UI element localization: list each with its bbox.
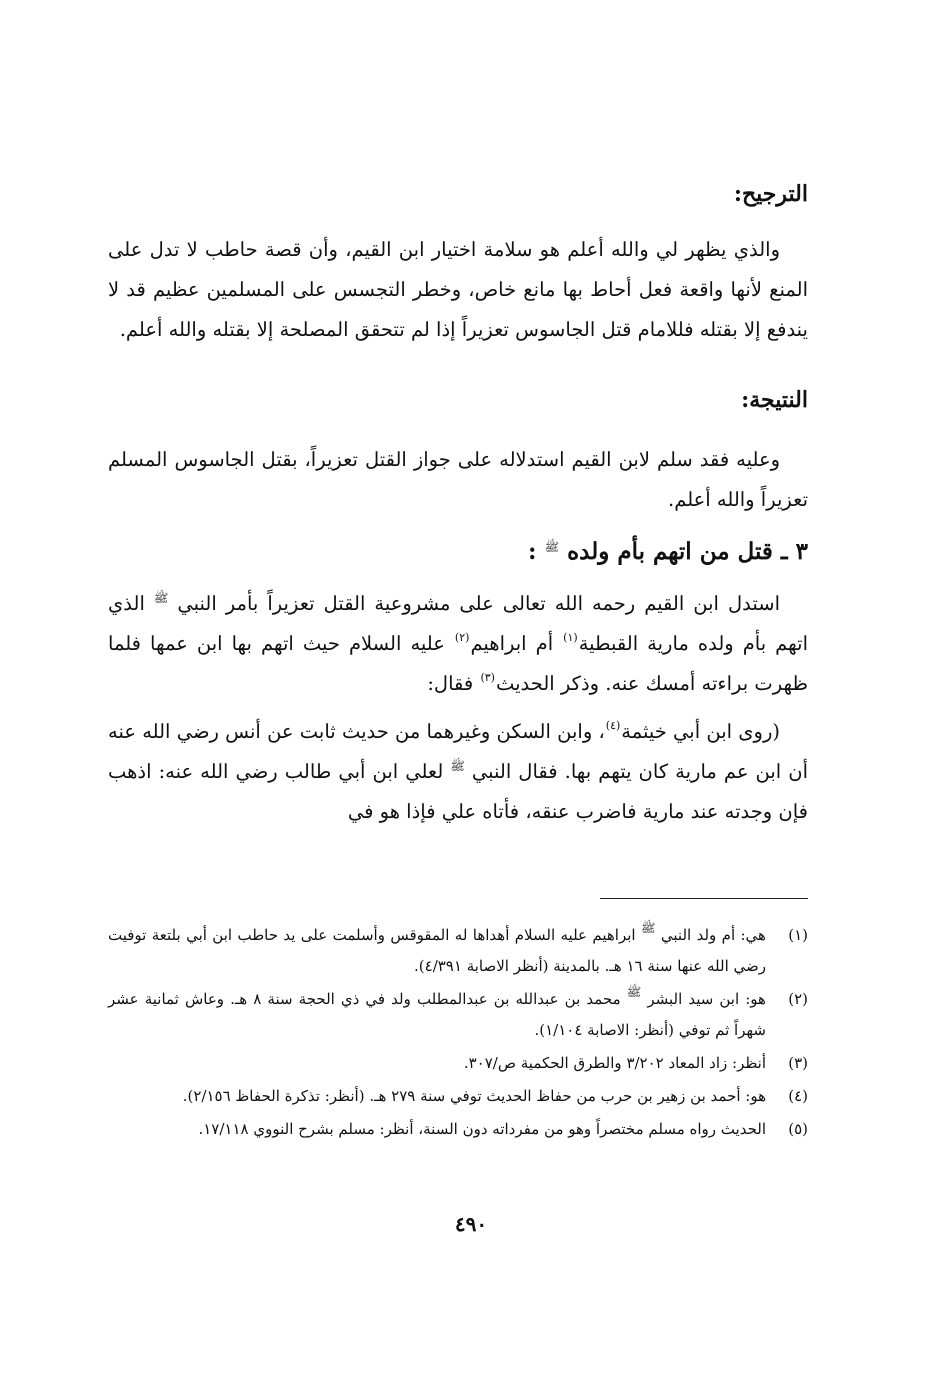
heading-tarjih: الترجيح:	[733, 181, 808, 207]
footnote-ref-4[interactable]: (٤)	[605, 719, 621, 732]
text-run: استدل ابن القيم رحمه الله تعالى على مشروعية القتل تعزيراً بأمر النبي	[177, 592, 781, 615]
footnote-text: هو: أحمد بن زهير بن حرب من حفاظ الحديث توفي سنة ٢٧٩ هـ. (أنظر: تذكرة الحفاظ ٢/١٥٦).	[182, 1087, 766, 1105]
footnote-number: (٢)	[788, 990, 808, 1008]
page-number: ٤٩٠	[454, 1212, 488, 1236]
text-run: فقال:	[427, 672, 474, 695]
text-run: الذي اتهم بأم ولده مارية القبطية	[108, 592, 808, 655]
heading-natija: النتيجة:	[741, 387, 808, 413]
paragraph-natija: وعليه فقد سلم لابن القيم استدلاله على جواز القتل تعزيراً، بقتل الجاسوس المسلم تعزيراً والله أعلم.	[108, 448, 808, 511]
honorific-glyph: ﷺ	[641, 921, 656, 935]
footnote-3	[108, 1048, 808, 1079]
honorific-glyph: ﷺ	[450, 759, 465, 773]
footnote-5	[108, 1114, 808, 1145]
heading-section-3	[108, 534, 808, 570]
honorific-glyph: ﷺ	[153, 591, 169, 605]
footnote-ref-1[interactable]: (١)	[563, 631, 578, 644]
footnote-ref-2[interactable]: (٢)	[454, 631, 470, 644]
text-run: هو: ابن سيد البشر	[647, 990, 766, 1008]
footnote-4	[108, 1081, 808, 1112]
honorific-glyph: ﷺ	[544, 540, 560, 554]
footnote-ref-3[interactable]: (٣)	[480, 671, 495, 684]
honorific-glyph: ﷺ	[626, 985, 642, 999]
footnote-text: الحديث رواه مسلم مختصراً وهو من مفرداته دون السنة، أنظر: مسلم بشرح النووي ١٧/١١٨.	[198, 1120, 766, 1138]
footnote-number: (١)	[788, 926, 808, 944]
paragraph-section-3-b	[108, 712, 808, 832]
footnote-number: (٥)	[788, 1120, 808, 1138]
text-run: محمد بن عبدالله بن عبدالمطلب ولد في ذي الحجة سنة ٨ هـ. وعاش ثمانية عشر شهراً ثم توفي (أنظر: الاصابة ١/١٠٤).	[108, 990, 766, 1039]
text-run: عليه السلام حيث اتهم بها ابن عمها فلما ظهرت براءته أمسك عنه. وذكر الحديث	[108, 632, 808, 695]
page-body	[108, 168, 808, 832]
paragraph-section-3-a	[108, 584, 808, 704]
text-run: ، وابن السكن وغيرهما من حديث ثابت عن أنس رضي الله عنه أن ابن عم مارية كان يتهم بها. فقال النبي	[108, 720, 808, 783]
footnote-number: (٤)	[788, 1087, 808, 1105]
text-run: (روى ابن أبي خيثمة	[621, 720, 780, 743]
footnote-divider	[600, 898, 808, 899]
footnote-number: (٣)	[788, 1054, 808, 1072]
heading-section-3-text: ٣ ـ قتل من اتهم بأم ولده	[567, 538, 808, 565]
footnote-2	[108, 984, 808, 1046]
footnote-1	[108, 920, 808, 982]
text-run: أم ابراهيم	[470, 632, 554, 655]
footnote-text: أنظر: زاد المعاد ٣/٢٠٢ والطرق الحكمية ص/٣٠٧.	[463, 1054, 766, 1072]
text-run: لعلي ابن أبي طالب رضي الله عنه: اذهب فإن وجدته عند مارية فاضرب عنقه، فأتاه علي فإذا هو في	[108, 760, 808, 823]
footnote-text	[108, 920, 766, 982]
heading-section-3-colon: :	[528, 538, 537, 565]
text-run: هي: أم ولد النبي	[660, 926, 766, 944]
paragraph-tarjih: والذي يظهر لي والله أعلم هو سلامة اختيار ابن القيم، وأن قصة حاطب لا تدل على المنع لأنها واقعة فعل أحاط بها مانع خاص، وخطر التجسس على المسلمين عظيم قد لا يندفع إلا بقتله فللامام قتل الجاسوس تعزيراً إذا لم تتحقق المصلحة إلا بقتله والله أعلم.	[108, 238, 808, 341]
footnote-text	[108, 984, 766, 1046]
footnotes	[108, 920, 808, 1147]
text-run: ابراهيم عليه السلام أهداها له المقوقس وأسلمت على يد حاطب ابن أبي بلتعة توفيت رضي الله عنها سنة ١٦ هـ. بالمدينة (أنظر الاصابة ٤/٣٩١).	[108, 926, 766, 975]
